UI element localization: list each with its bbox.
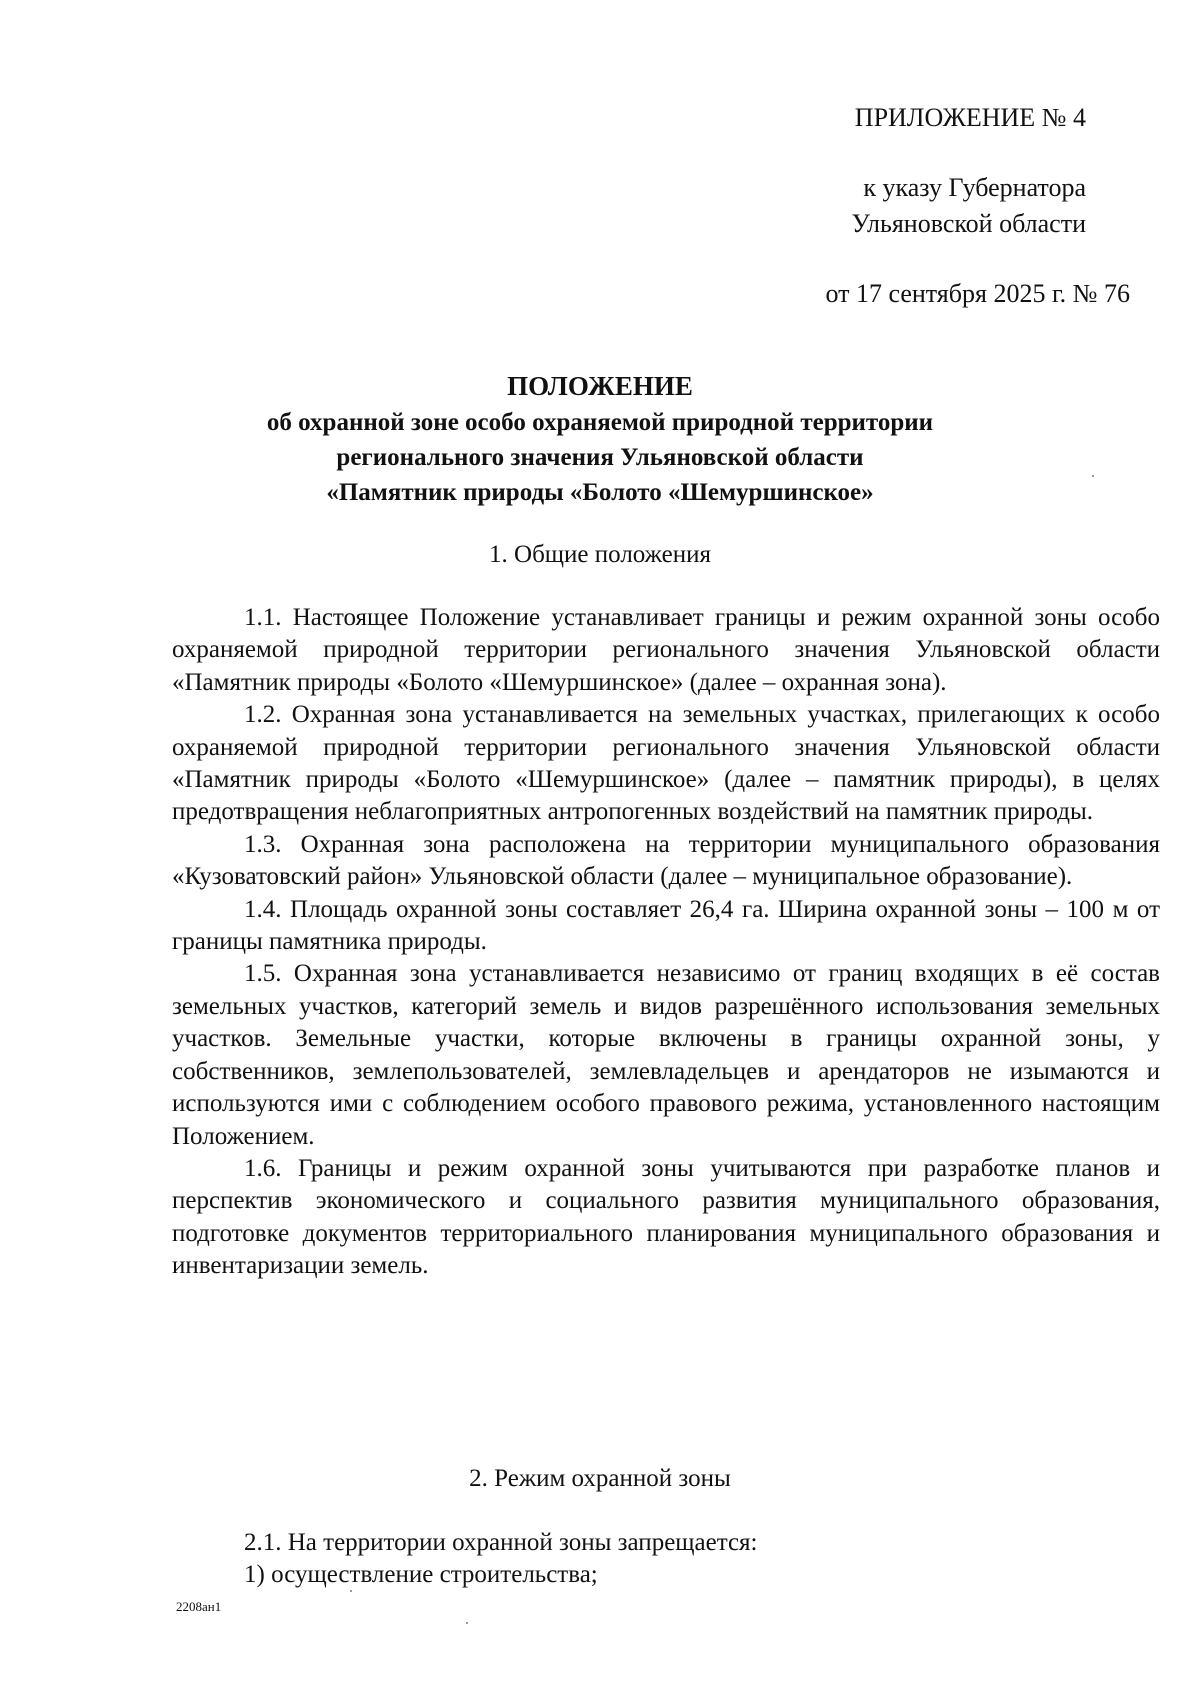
document-subtitle-line-3: «Памятник природы «Болото «Шемуршинское»: [326, 479, 874, 506]
section-1-body: [172, 602, 1160, 1283]
section-2-body: [172, 1527, 1160, 1592]
footer-code: 2208ан1: [176, 1599, 222, 1614]
document-subtitle: [0, 405, 1200, 510]
document-subtitle-line-2: регионального значения Ульяновской области: [336, 444, 864, 471]
paragraph-1-1: 1.1. Настоящее Положение устанавливает границы и режим охранной зоны особо охраняемой природной территории регионального значения Ульяновской области «Памятник природы «Болото «Шемуршинское» (далее – охранная зона).: [172, 604, 1160, 696]
scan-speck: [350, 1590, 352, 1592]
appendix-reference-line-2: Ульяновской области: [851, 209, 1086, 238]
paragraph-2-1: 2.1. На территории охранной зоны запрещается:: [244, 1529, 758, 1556]
document-subtitle-line-1: об охранной зоне особо охраняемой природной территории: [266, 409, 934, 436]
appendix-title: ПРИЛОЖЕНИЕ № 4: [854, 103, 1086, 132]
paragraph-1-4: 1.4. Площадь охранной зоны составляет 26,4 га. Ширина охранной зоны – 100 м от границы памятника природы.: [172, 895, 1160, 956]
paragraph-1-3: 1.3. Охранная зона расположена на территории муниципального образования «Кузоватовский район» Ульяновской области (далее – муниципальное образование).: [172, 830, 1160, 891]
scan-speck: [1092, 475, 1094, 477]
document-title: ПОЛОЖЕНИЕ: [507, 371, 693, 401]
appendix-reference-line-1: к указу Губернатора: [863, 173, 1086, 202]
paragraph-2-1-item-1: 1) осуществление строительства;: [244, 1561, 598, 1589]
section-2-heading: 2. Режим охранной зоны: [469, 1465, 731, 1492]
section-1-heading: 1. Общие положения: [489, 541, 711, 568]
appendix-date: от 17 сентября 2025 г. № 76: [825, 279, 1130, 308]
scan-speck: [466, 1622, 468, 1624]
appendix-reference: [0, 170, 1086, 242]
paragraph-1-6: 1.6. Границы и режим охранной зоны учитываются при разработке планов и перспектив экономического и социального развития муниципального образования, подготовке документов территориального планирования муниципального образования и инвентаризации земель.: [172, 1154, 1160, 1280]
paragraph-1-5: 1.5. Охранная зона устанавливается независимо от границ входящих в её состав земельных участков, категорий земель и видов разрешённого использования земельных участков. Земельные участки, которые включены в границы охранной зоны, у собственников, землепользователей, землевладельцев и арендаторов не изымаются и используются ими с соблюдением особого правового режима, установленного настоящим Положением.: [172, 960, 1160, 1150]
paragraph-1-2: 1.2. Охранная зона устанавливается на земельных участках, прилегающих к особо охраняемой природной территории регионального значения Ульяновской области «Памятник природы «Болото «Шемуршинское» (далее – памятник природы), в целях предотвращения неблагоприятных антропогенных воздействий на памятник природы.: [172, 701, 1160, 826]
